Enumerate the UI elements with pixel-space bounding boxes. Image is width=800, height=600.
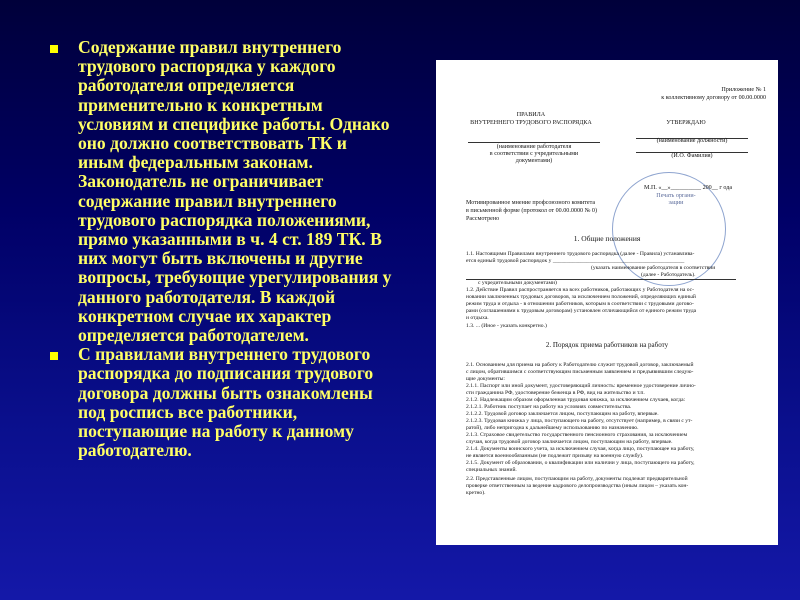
doc-para: рами (соглашениями к трудовым договорам) установлен отличающийся от единого режим труда [466,308,697,314]
doc-para: новании заключенных трудовых договоров, за исключением положений, определяющих единый [466,294,696,300]
doc-para: 2.1.2.3. Трудовая книжка у лица, поступающего на работу, отсутствует (например, в связи с ут- [466,418,693,424]
doc-stamp-text-1: Печать органи- [656,193,696,199]
doc-para: 2.1.3. Страховое свидетельство государственного пенсионного страхования, за исключением [466,432,688,438]
doc-para: специальных знаний. [466,467,517,473]
doc-section2-title: 2. Порядок приема работников на работу [545,341,669,349]
doc-para: 2.1. Основанием для приема на работу к Работодателю служит трудовой договор, заключаемый [466,362,694,368]
doc-para: ется единый трудовой распорядок у _______________________________________________ [466,258,685,264]
bullet-item [44,38,394,345]
doc-opinion-2: в письменной форме (протокол от 00.00.0000 № 0) [466,208,597,214]
doc-para: 2.1.1. Паспорт или иной документ, удостоверяющий личность: временное удостоверение лично- [466,383,696,389]
doc-para: (далее - Работодатель). [641,272,696,278]
doc-signature-line [468,142,600,143]
doc-fio-hint: (И.О. Фамилия) [671,153,713,159]
doc-approve: УТВЕРЖДАЮ [666,120,706,126]
doc-para: (указать наименование работодателя в соответствии [591,265,716,271]
doc-para: 2.1.2.2. Трудовой договор заключается лицом, поступающим на работу, впервые. [466,411,659,417]
doc-section1-title: 1. Общие положения [573,234,641,243]
document-image [436,60,778,545]
doc-opinion-1: Мотивированное мнение профсоюзного комитета [466,200,596,206]
doc-rules-title-1: ПРАВИЛА [516,112,546,118]
doc-employer-hint-1: (наименование работодателя [496,144,572,150]
bullet-text-rules-content: Содержание правил внутреннего трудового распорядка у каждого работодателя определяется применительно к конкретным условиям и специфике работы. Однако оно должно соответствовать ТК и иным федеральным законам. Законодатель не ограничивает содержание правил внутреннего трудового распорядка положениями, прямо указанными в ч. 4 ст. 189 ТК. В них могут быть включены и другие вопросы, требующие урегулирования у данного работодателя. В каждой конкретном случае их характер определяется работодателем. [78,37,392,346]
doc-para: ратой), либо непригодна к дальнейшему использованию по назначению. [466,425,639,431]
doc-employer-hint-3: документами) [515,158,553,164]
doc-mp-date: М.П. «__»__________ 200__ г ода [644,185,733,191]
doc-position-hint: (наименование должности) [656,138,728,144]
doc-para: 2.1.4. Документы воинского учета, за исключением случая, когда лицо, поступающее на работу, [466,446,695,452]
doc-para: 1.1. Настоящими Правилами внутреннего трудового распорядка (далее - Правила) устанавлива- [466,251,695,257]
bullet-item [44,345,394,460]
doc-para: 2.1.2. Надлежащим образом оформленная трудовая книжка, за исключением случаев, когда: [466,397,686,403]
doc-appendix-line1: Приложение № 1 [721,87,766,93]
doc-opinion-3: Рассмотрено [466,216,500,222]
doc-para: случая, когда трудовой договор заключается лицом, поступающим на работу, впервые. [466,439,673,445]
doc-para: сти гражданина РФ, удостоверение беженца в РФ, вид на жительство и т.п. [466,390,645,396]
bullet-square-icon [50,352,58,360]
doc-rules-title-2: ВНУТРЕННЕГО ТРУДОВОГО РАСПОРЯДКА [470,120,592,126]
doc-para: кретно). [466,490,486,496]
doc-para: 2.1.5. Документ об образовании, о квалификации или наличии у лица, поступающего на работу, [466,460,695,466]
bullet-text-familiarization: С правилами внутреннего трудового распорядка до подписания трудового договора должны быть ознакомлены под роспись все работники, поступающие на работу к данному работодателю. [78,344,374,461]
doc-stamp-text-2: зации [668,200,684,206]
bullet-square-icon [50,45,58,53]
doc-employer-hint-2: в соответствии с учредительными [489,151,579,157]
doc-para: 1.2. Действие Правил распространяется на всех работников, работающих у Работодателя на ос- [466,287,695,293]
doc-para: щие документы: [466,376,505,382]
doc-para: и отдыха. [466,315,489,321]
doc-para: проверке ответственным за ведение кадрового делопроизводства (иным лицом – указать кон- [466,483,689,489]
doc-para: 2.1.2.1. Работник поступает на работу на условиях совместительства. [466,404,632,410]
doc-para: с лицом, обратившимся с соответствующим письменным заявлением и предъявившим следую- [466,369,694,375]
doc-para: режим труда и отдыха - в отношении работников, которым в соответствии с трудовыми догово- [466,301,694,307]
doc-para: не является военнообязанным (не подлежит призыву на военную службу). [466,453,644,459]
doc-para: 2.2. Представленные лицом, поступающим на работу, документы подлежат предварительной [466,476,688,482]
doc-para: 1.3. ... (Иное - указать конкретно.) [466,323,547,329]
doc-appendix-line2: к коллективному договору от 00.00.0000 [661,95,766,101]
doc-para: с учредительными документами) [478,280,557,286]
slide-bullet-list [44,38,394,460]
